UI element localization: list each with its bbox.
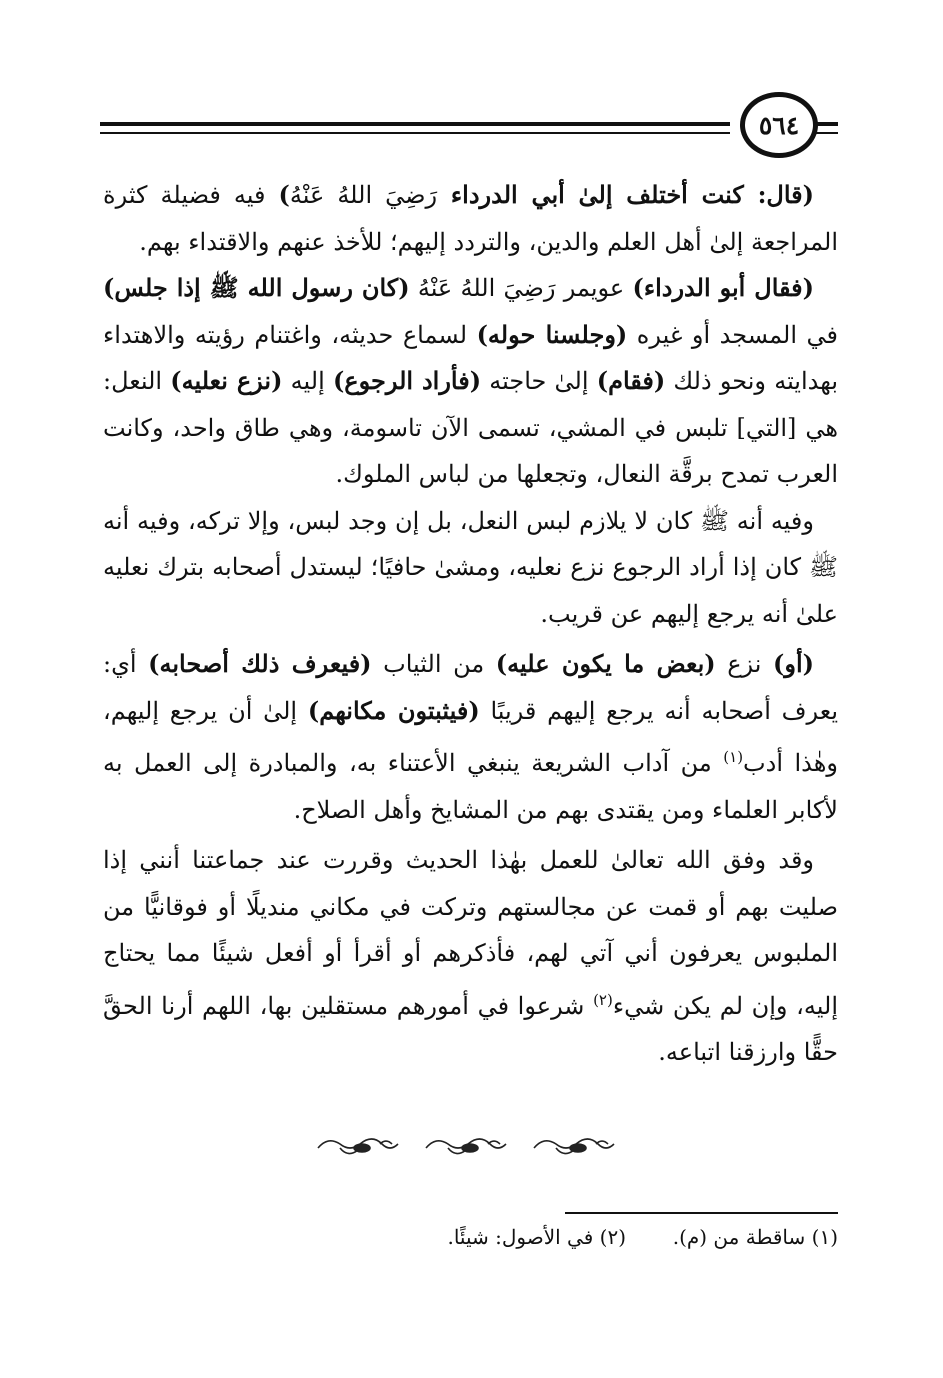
page-header (100, 92, 838, 172)
paragraph-1 (103, 172, 838, 265)
body-text: من آداب الشريعة ينبغي الأعتناء به، والمبادرة إلى العمل به لأكابر العلماء ومن يقتدى بهم من المشايخ وأهل الصلاح. (103, 749, 838, 824)
page-number: ٥٦٤ (758, 110, 800, 140)
body-text: وقد وفق الله تعالىٰ للعمل بهٰذا الحديث وقررت عند جماعتنا أنني إذا صليت بهم أو قمت عن مجالستهم وتركت في مكاني منديلًا أو فوقانيًّا من الملبوس يعرفون أني آتي لهم، فأذكرهم أو أقرأ أو أفعل شيئًا مما يحتاج إليه، وإن لم يكن شيء (103, 846, 838, 1020)
footnote-ref: (١) (723, 748, 744, 766)
body-text: نزع (715, 650, 774, 678)
bold-text: (فيثبتون مكانهم) (307, 695, 480, 725)
page-number-badge (740, 92, 818, 158)
header-rule-thin (100, 132, 730, 134)
footnotes (240, 1225, 838, 1265)
main-text (103, 172, 838, 1076)
body-text: في المسجد أو غيره (627, 320, 839, 349)
body-text: رَضِيَ اللهُ عَنْهُ (289, 181, 438, 209)
footnote-number: (١) (811, 1225, 838, 1249)
body-text: إليه (282, 367, 333, 395)
bold-text: (فقال أبو الدرداء) (632, 273, 815, 302)
body-text: فيه فضيلة كثرة المراجعة إلىٰ أهل العلم والدين، والتردد إليهم؛ للأخذ عنهم والاقتداء بهم. (103, 181, 838, 256)
footnote-ref: (٢) (593, 990, 613, 1009)
bold-text: (بعض ما يكون عليه) (495, 649, 716, 678)
body-text: إلىٰ أن يرجع إليهم، وهٰذا أدب (103, 696, 839, 777)
bold-text: (أو) (773, 649, 815, 678)
floral-divider-icon (310, 1130, 630, 1166)
body-text: أي: يعرف أصحابه أنه يرجع إليهم قريبًا (103, 650, 839, 725)
footnote-number: (٢) (599, 1225, 626, 1249)
bold-text: (وجلسنا حوله) (476, 319, 628, 349)
bold-text: ) (278, 180, 290, 209)
footnote-2 (447, 1225, 626, 1249)
footnote-text: في الأصول: شيئًا. (447, 1225, 594, 1249)
bold-text: (نزع نعليه) (170, 366, 283, 395)
body-text: وفيه أنه ﷺ كان لا يلازم لبس النعل، بل إن وجد لبس، وإلا تركه، وفيه أنه ﷺ كان إذا أراد الرجوع نزع نعليه، ومشىٰ حافيًا؛ ليستدل أصحابه بترك نعليه علىٰ أنه يرجع إليهم عن قريب. (103, 506, 838, 628)
header-rule-right-thin (814, 132, 838, 134)
bold-text: (قال: كنت أختلف إلىٰ أبي الدرداء (437, 180, 815, 209)
bold-text: (فقام) (596, 366, 666, 395)
body-text: النعل: هي [التي] تلبس في المشي، تسمى الآن تاسومة، وهي طاق واحد، وكانت العرب تمدح برقَّة النعال، وتجعلها من لباس الملوك. (103, 367, 838, 488)
footnote-separator (565, 1212, 838, 1214)
bold-text: (كان رسول الله ﷺ إذا جلس) (103, 273, 410, 302)
paragraph-4 (103, 641, 838, 833)
paragraph-2 (103, 265, 838, 498)
footnote-text: ساقطة من (م). (672, 1225, 806, 1249)
paragraph-3 (103, 498, 838, 638)
bold-text: (فيعرف ذلك أصحابه) (148, 649, 372, 678)
header-rule (100, 122, 730, 126)
footnote-1 (673, 1225, 838, 1249)
paragraph-5 (103, 837, 838, 1076)
body-text: عويمر رَضِيَ اللهُ عَنْهُ (409, 274, 633, 302)
body-text: إلىٰ حاجته (481, 367, 597, 395)
bold-text: (فأراد الرجوع) (332, 366, 482, 395)
body-text: شرعوا في أمورهم مستقلين بها، اللهم أرنا الحقَّ حقًّا وارزقنا اتباعه. (103, 991, 838, 1066)
body-text: من الثياب (371, 650, 496, 678)
body-text: لسماع حديثه، واغتنام رؤيته والاهتداء بهدايته ونحو ذلك (103, 320, 838, 395)
